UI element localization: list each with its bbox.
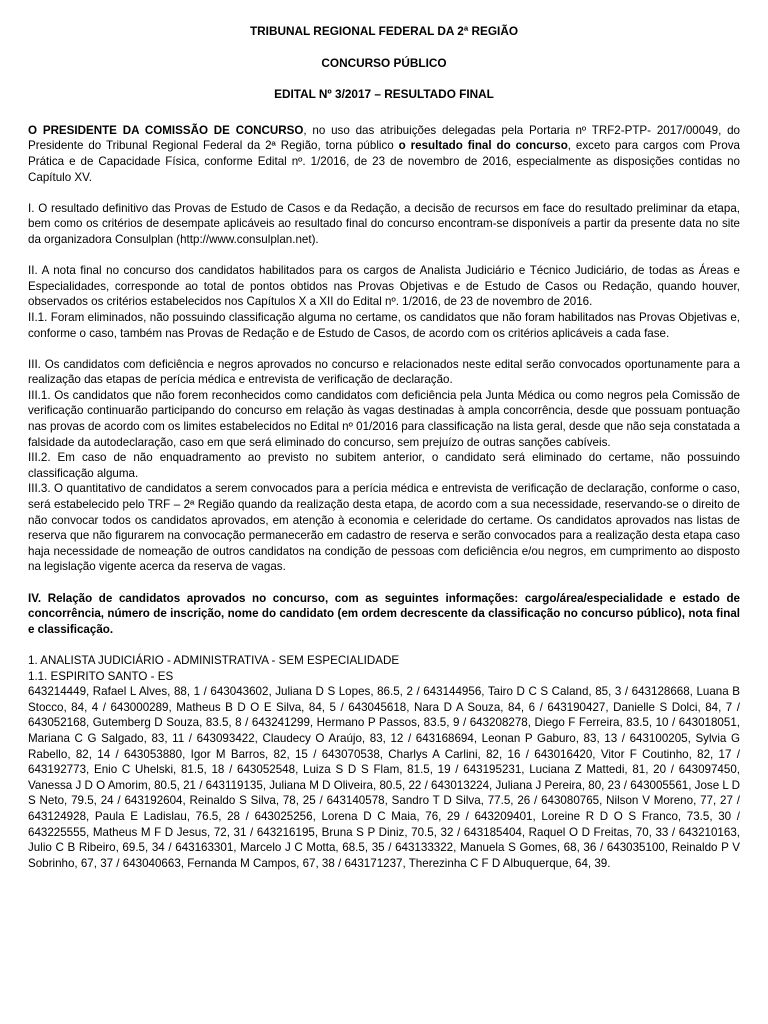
listing-estado: 1.1. ESPIRITO SANTO - ES: [28, 669, 174, 683]
listing-results: 643214449, Rafael L Alves, 88, 1 / 643043602, Juliana D S Lopes, 86.5, 2 / 643144956, Tairo D C S Caland, 85, 3 / 643128668, Luana B Stocco, 84, 4 / 643000289, Matheus B D O E Silva, 84, 5 / 643045618, Nara D A Souza, 84, 6 / 643190427, Danielle S Dolci, 84, 7 / 643052168, Gutemberg D Souza, 83.5, 8 / 643241299, Hermano P Passos, 83.5, 9 / 643208278, Diego F Ferreira, 83.5, 10 / 643018051, Mariana C G Salgado, 83, 11 / 643093422, Claudecy O Araújo, 83, 12 / 643168694, Leonan P Gaburo, 83, 13 / 643100205, Sylvia G Rabello, 82, 14 / 643053880, Igor M Barros, 82, 15 / 643070538, Charlys A Carlini, 82, 16 / 643016420, Vitor F Coutinho, 82, 17 / 643192773, Enio C Uhelski, 81.5, 18 / 643052548, Luiza S D S Flam, 81.5, 19 / 643195231, Luciana Z Mattedi, 81, 20 / 643097450, Vanessa J D O Amorim, 80.5, 21 / 643119135, Juliana M D Oliveira, 80.5, 22 / 643013224, Juliana J Pereira, 80, 23 / 643005561, Jose L D S Neto, 79.5, 24 / 643192604, Reinaldo S Silva, 78, 25 / 643140578, Sandro T D Silva, 77.5, 26 / 643080765, Nilson V Moreno, 77, 27 / 643124928, Paula E Ladislau, 76.5, 28 / 643025256, Lorena D C Maia, 76, 29 / 643209401, Loreine R D O S Franco, 73.5, 30 / 643225555, Matheus M F D Jesus, 72, 31 / 643216195, Bruna S P Diniz, 70.5, 32 / 643185404, Raquel O D Freitas, 70, 33 / 643210163, Julio C B Ribeiro, 69.5, 34 / 643163301, Marcelo J C Motta, 68.5, 35 / 643133322, Manuela S Gomes, 68, 36 / 643035100, Reinaldo P V Sobrinho, 67, 37 / 643040663, Fernanda M Campos, 67, 38 / 643171237, Therezinha C F D Albuquerque, 64, 39.: [28, 685, 740, 870]
intro-text-2: , exceto para cargos com Prova Prática e de Capacidade Física, conforme Edital nº. 1/2016, de 23 de novembro de 2016, especialmente as disposições contidas no Capítulo XV.: [28, 139, 740, 184]
court-title: TRIBUNAL REGIONAL FEDERAL DA 2ª REGIÃO: [249, 24, 519, 38]
section-3: III. Os candidatos com deficiência e negros aprovados no concurso e relacionados neste edital serão convocados oportunamente para a realização das etapas de perícia médica e entrevista de verificação de declaração.: [28, 357, 740, 387]
spacer: [28, 248, 740, 264]
spacer: [28, 637, 740, 653]
intro-lead: O PRESIDENTE DA COMISSÃO DE CONCURSO: [28, 123, 304, 137]
spacer: [28, 341, 740, 357]
section-2: II. A nota final no concurso dos candidatos habilitados para os cargos de Analista Judiciário e Técnico Judiciário, de todas as Áreas e Especialidades, corresponde ao total de pontos obtidos nas Provas Objetivas e de Estudo de Casos ou Redação, quando houver, observados os critérios estabelecidos nos Capítulos X a XII do Edital nº. 1/2016, de 23 de novembro de 2016.: [28, 264, 740, 309]
spacer: [28, 103, 740, 123]
listing-cargo: 1. ANALISTA JUDICIÁRIO - ADMINISTRATIVA - SEM ESPECIALIDADE: [28, 653, 400, 667]
edital-title: EDITAL Nº 3/2017 – RESULTADO FINAL: [274, 87, 494, 102]
section-3-3: III.3. O quantitativo de candidatos a serem convocados para a perícia médica e entrevista de verificação de declaração, conforme o caso, será estabelecido pelo TRF – 2ª Região quando da realização desta etapa, de acordo com a sua necessidade, reservando-se o direito de não convocar todos os candidatos aprovados, em atenção à economia e celeridade do certame. Os candidatos aprovados nas listas de reserva que não figurarem na convocação permanecerão em cadastro de reserva e serão convocados para a realização desta etapa caso haja necessidade de nomeação de outros candidatos na condição de pessoas com deficiência e/ou negros, em cumprimento ao disposto na legislação vigente acerca da reserva de vagas.: [28, 482, 740, 574]
spacer: [28, 575, 740, 591]
contest-title: CONCURSO PÚBLICO: [321, 55, 447, 70]
section-4: IV. Relação de candidatos aprovados no concurso, com as seguintes informações: cargo/área/especialidade e estado de concorrência, número de inscrição, nome do candidato (em ordem decrescente da classificação no concurso público), nota final e classificação.: [28, 591, 740, 636]
section-3-2: III.2. Em caso de não enquadramento ao previsto no subitem anterior, o candidato será eliminado do certame, não possuindo classificação alguma.: [28, 451, 740, 480]
intro-text-1: , no uso das atribuições delegadas pela Portaria nº TRF2-PTP- 2017/00049, do Presidente do Tribunal Regional Federal da 2ª Região, torna público: [28, 123, 740, 153]
section-3-1: III.1. Os candidatos que não forem reconhecidos como candidatos com deficiência pela Junta Médica ou como negros pela Comissão de verificação continuarão participando do concurso em relação às vagas destinadas à ampla concorrência, desde que possuam pontuação nas provas de acordo com os limites estabelecidos no Edital nº 01/2016 para classificação na lista geral, desde que não seja constatada a falsidade da autodeclaração, caso em que será eliminado do concurso, sem prejuízo de outras sanções cabíveis.: [28, 388, 740, 449]
section-2-1: II.1. Foram eliminados, não possuindo classificação alguma no certame, os candidatos que não foram habilitados nas Provas Objetivas e, conforme o caso, também nas Provas de Redação e de Estudo de Casos, de acordo com os critérios aplicáveis a cada fase.: [28, 310, 740, 340]
spacer: [28, 185, 740, 201]
intro-paragraph: [28, 123, 740, 185]
intro-highlight: o resultado final do concurso: [398, 139, 568, 153]
section-1: I. O resultado definitivo das Provas de Estudo de Casos e da Redação, a decisão de recursos em face do resultado preliminar da etapa, bem como os critérios de desempate aplicáveis ao resultado final do concurso encontram-se disponíveis a partir da presente data no site da organizadora Consulplan (http://www.consulplan.net).: [28, 201, 740, 246]
